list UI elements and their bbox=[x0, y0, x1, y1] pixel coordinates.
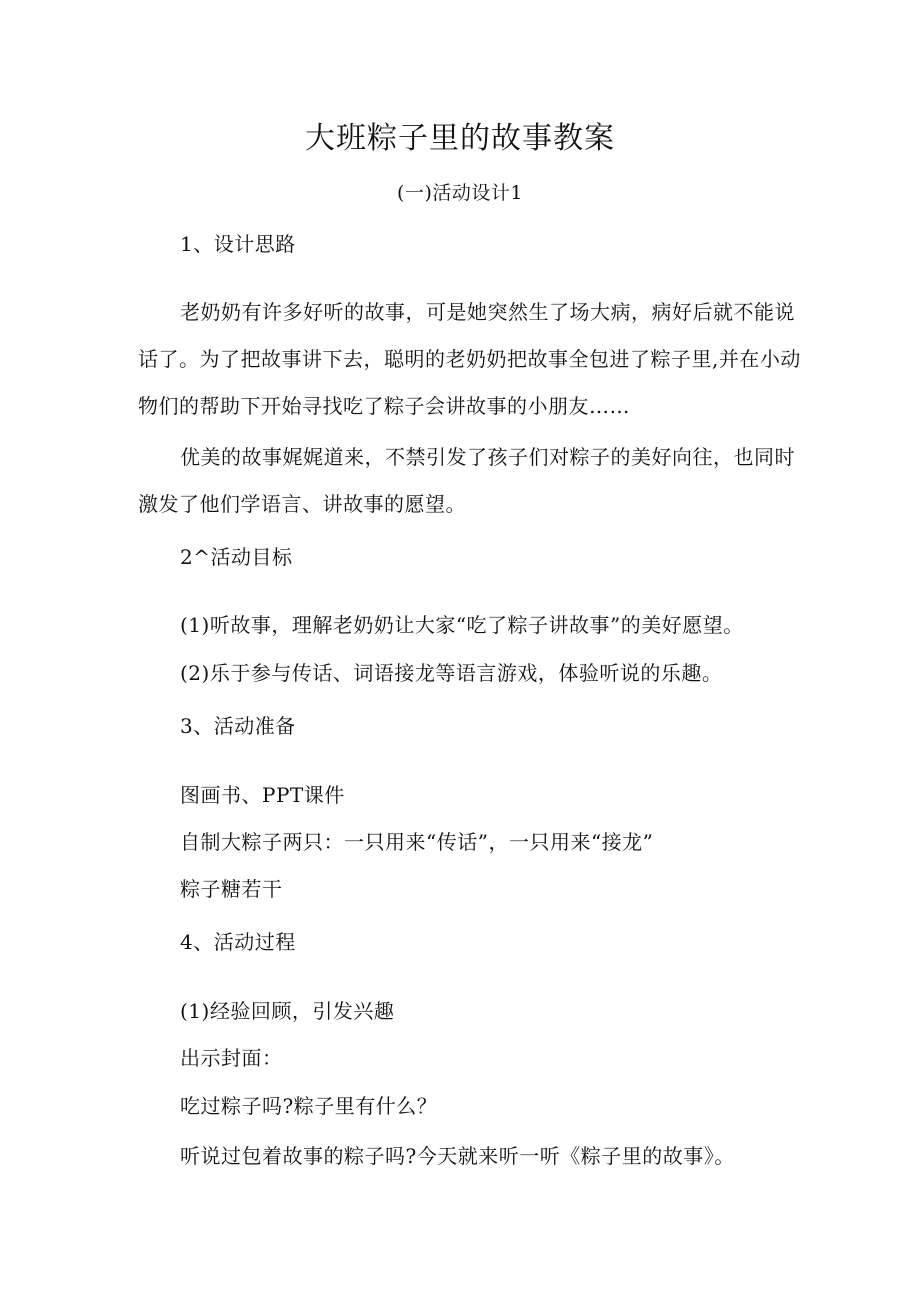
paragraph-line: 话了。为了把故事讲下去，聪明的老奶奶把故事全包进了粽子里,并在小动 bbox=[138, 347, 801, 371]
list-item: 听说过包着故事的粽子吗?今天就来听一听《粽子里的故事》。 bbox=[180, 1144, 735, 1168]
paragraph-line: 物们的帮助下开始寻找吃了粽子会讲故事的小朋友…… bbox=[138, 394, 630, 418]
list-item: (1)听故事，理解老奶奶让大家“吃了粽子讲故事”的美好愿望。 bbox=[180, 613, 744, 637]
section-heading-design-idea: 1、设计思路 bbox=[180, 232, 296, 256]
list-item: 出示封面： bbox=[180, 1046, 283, 1070]
paragraph-line: 老奶奶有许多好听的故事，可是她突然生了场大病，病好后就不能说 bbox=[180, 300, 795, 324]
list-item: 吃过粽子吗?粽子里有什么？ bbox=[180, 1094, 438, 1118]
list-item: (2)乐于参与传话、词语接龙等语言游戏，体验听说的乐趣。 bbox=[180, 661, 723, 685]
list-item: (1)经验回顾，引发兴趣 bbox=[180, 999, 395, 1023]
page-subtitle: (一)活动设计1 bbox=[397, 182, 523, 204]
section-heading-goals: 2^活动目标 bbox=[180, 545, 293, 569]
page-title: 大班粽子里的故事教案 bbox=[305, 121, 615, 156]
paragraph-line: 激发了他们学语言、讲故事的愿望。 bbox=[138, 492, 466, 516]
list-item: 图画书、PPT课件 bbox=[180, 783, 345, 807]
list-item: 粽子糖若干 bbox=[180, 877, 283, 901]
section-heading-process: 4、活动过程 bbox=[180, 930, 296, 954]
section-heading-preparation: 3、活动准备 bbox=[180, 714, 296, 738]
list-item: 自制大粽子两只：一只用来“传话”，一只用来“接龙” bbox=[180, 830, 654, 854]
paragraph-line: 优美的故事娓娓道来，不禁引发了孩子们对粽子的美好向往，也同时 bbox=[180, 445, 795, 469]
